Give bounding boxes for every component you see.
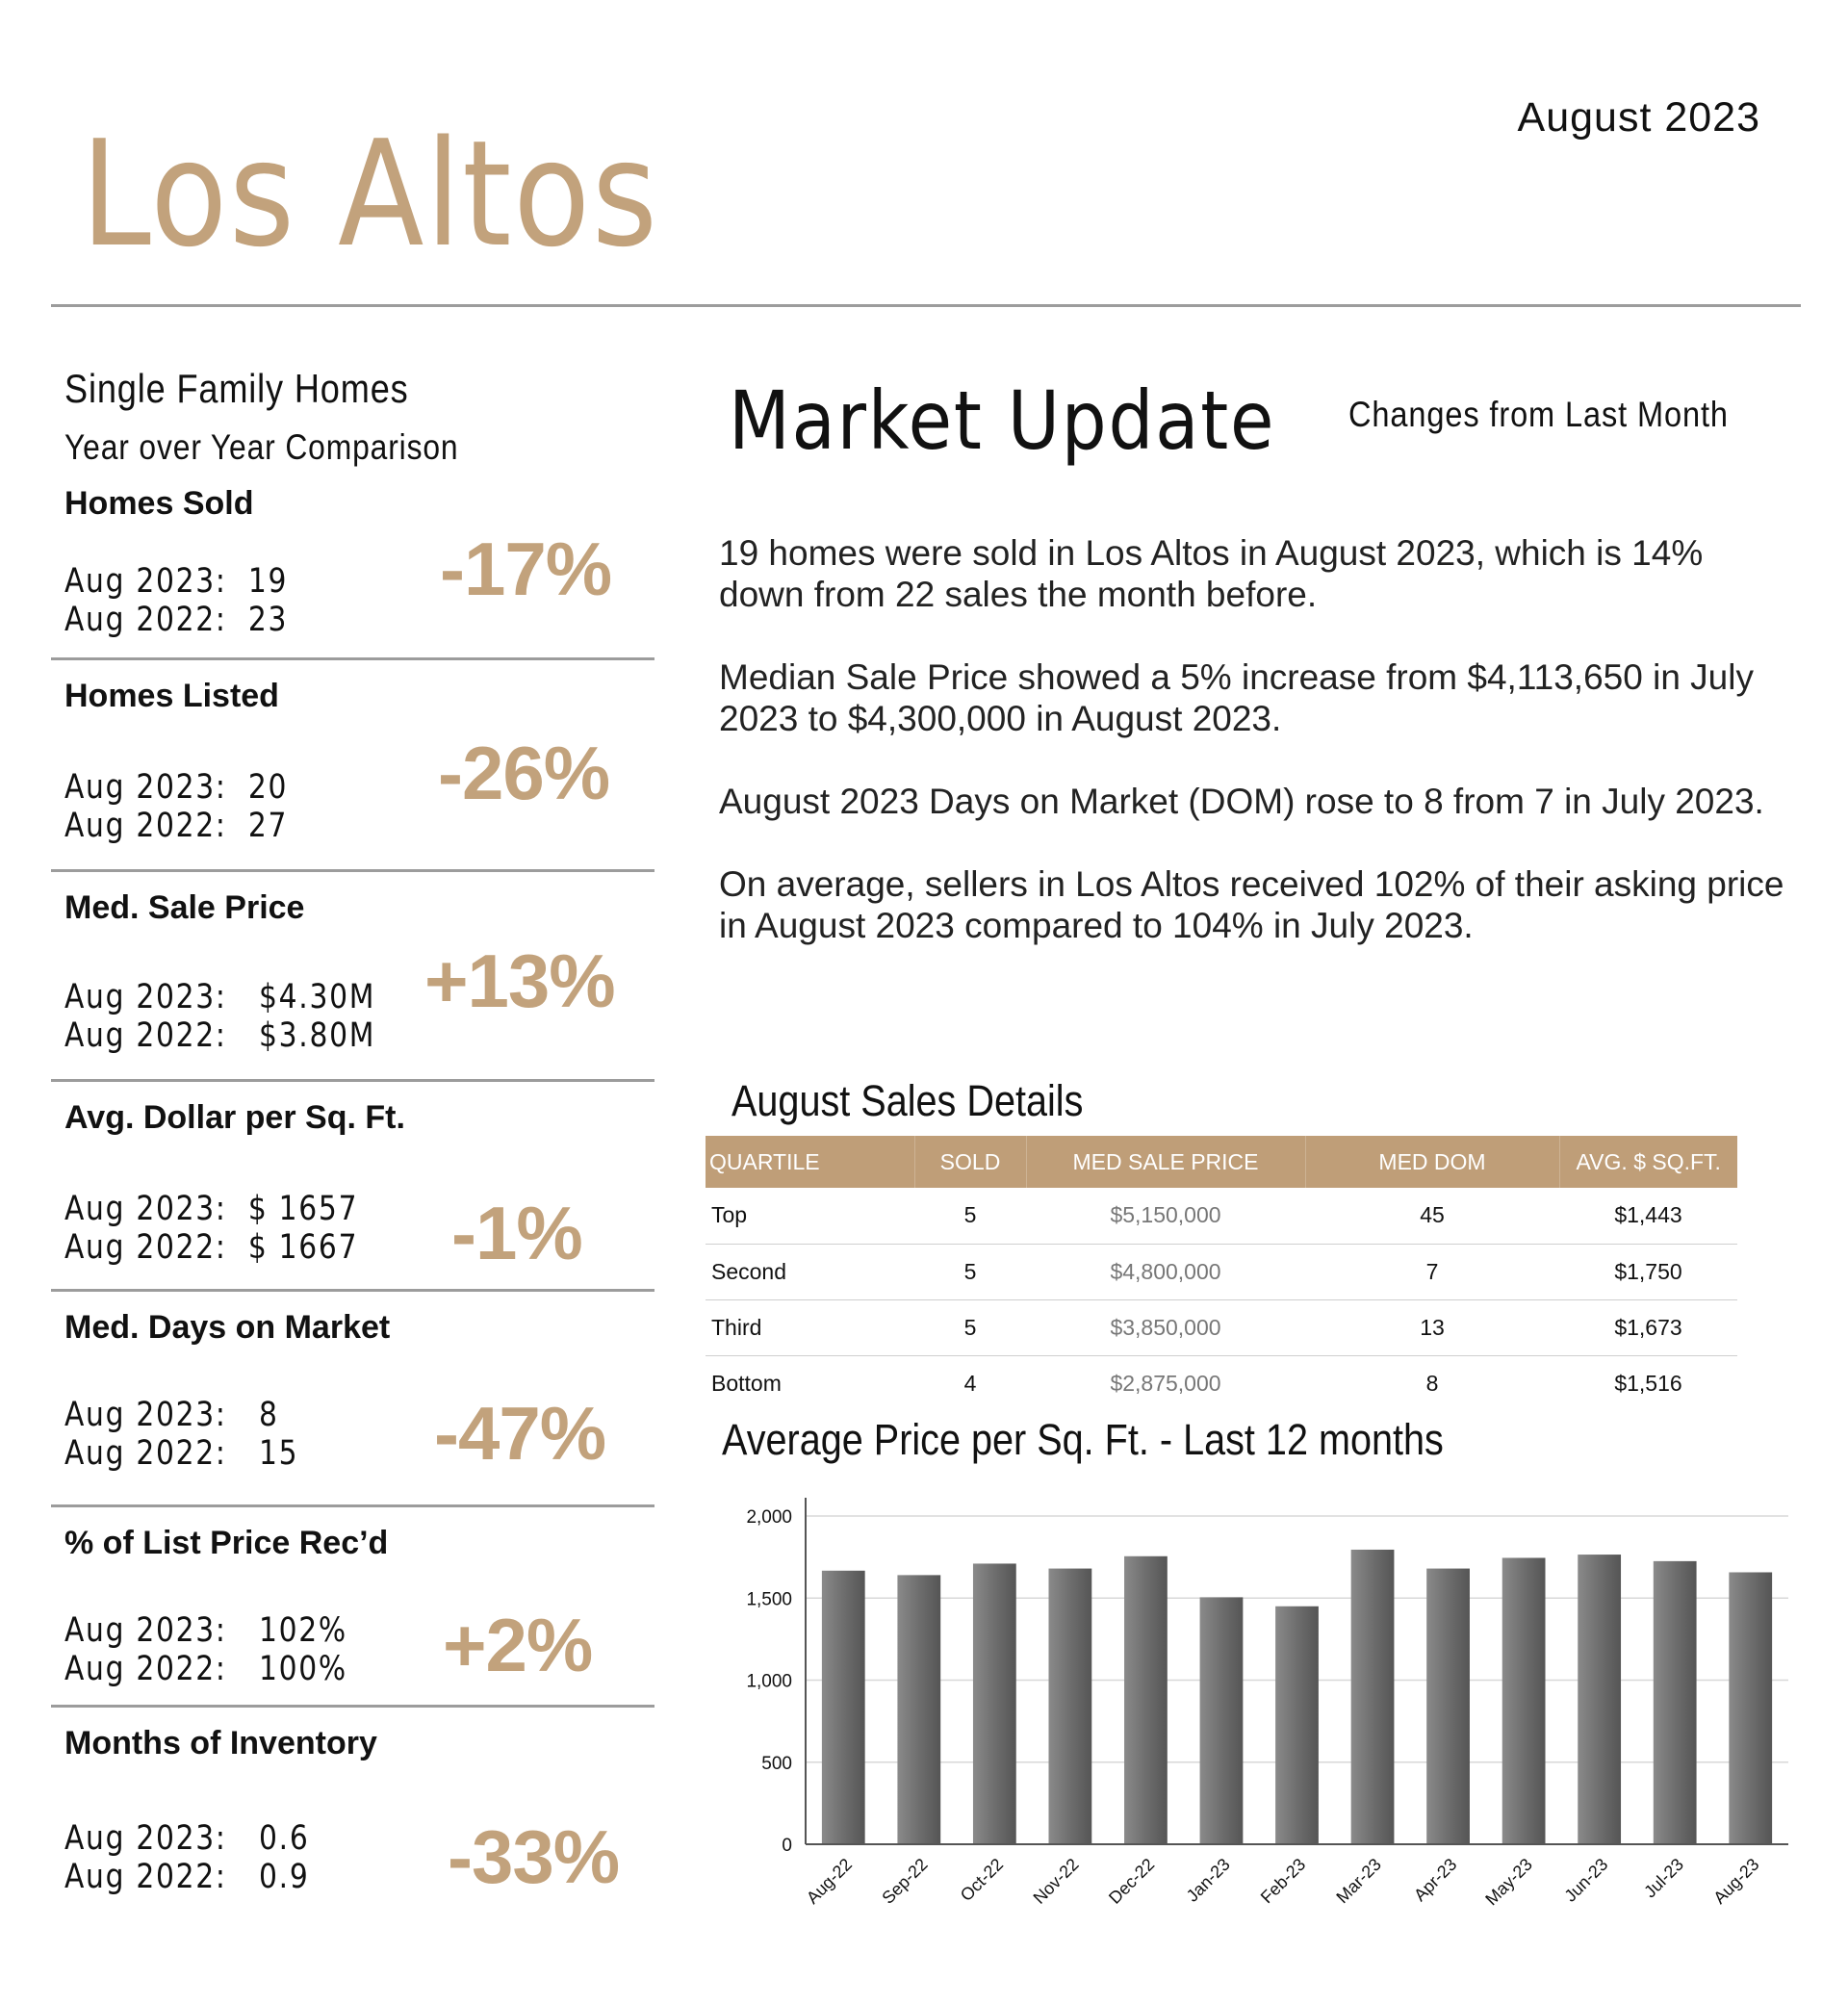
- cell-quartile: Top: [706, 1188, 914, 1244]
- cell-avg-sqft: $1,516: [1614, 1370, 1682, 1396]
- y-tick-label: 1,000: [746, 1671, 792, 1692]
- cell-avg-sqft: $1,673: [1559, 1299, 1737, 1355]
- price-per-sqft-chart: [712, 1482, 1800, 1964]
- metric-med-sale-price: [51, 872, 654, 1082]
- bar-may-23: [1502, 1557, 1546, 1844]
- metric-title: Med. Sale Price: [64, 889, 305, 926]
- metric-previous: Aug 2022: 0.9: [64, 1858, 310, 1896]
- x-tick-label: Mar-23: [1332, 1854, 1385, 1908]
- metric-current: Aug 2023: 19: [64, 562, 289, 601]
- bar-sep-22: [897, 1575, 940, 1844]
- chart-title: Average Price per Sq. Ft. - Last 12 months: [722, 1415, 1444, 1464]
- summary-paragraph: 19 homes were sold in Los Altos in August 2023, which is 14% down from 22 sales the month before.: [719, 533, 1704, 614]
- bar-apr-23: [1426, 1569, 1470, 1844]
- chart-bars: [822, 1550, 1772, 1844]
- metric-days-on-market: [51, 1292, 654, 1507]
- x-tick-label: Jul-23: [1640, 1854, 1688, 1902]
- metric-title: Homes Sold: [64, 485, 254, 522]
- bar-jan-23: [1200, 1597, 1244, 1844]
- cell-med-sale-price: $4,800,000: [1026, 1244, 1305, 1299]
- x-tick-label: Oct-22: [956, 1854, 1008, 1906]
- bar-nov-22: [1049, 1569, 1092, 1844]
- metric-values: [64, 768, 288, 845]
- metric-change: -33%: [448, 1814, 620, 1899]
- bar-feb-23: [1275, 1607, 1319, 1844]
- metric-values: [64, 1611, 347, 1688]
- x-tick-label: Aug-22: [802, 1854, 857, 1908]
- city-title: Los Altos: [81, 109, 659, 279]
- metric-values: [64, 1396, 298, 1473]
- metric-current: Aug 2023: $4.30M: [64, 978, 376, 1016]
- col-header-sold: SOLD: [914, 1136, 1026, 1188]
- cell-quartile: Bottom: [711, 1370, 782, 1396]
- metric-change: -17%: [440, 527, 612, 611]
- metric-current: Aug 2023: 20: [64, 768, 289, 807]
- bar-jul-23: [1654, 1561, 1697, 1844]
- metric-previous: Aug 2022: 100%: [64, 1650, 347, 1688]
- cell-med-sale-price: $2,875,000: [1110, 1370, 1221, 1396]
- x-tick-label: Jun-23: [1560, 1854, 1612, 1906]
- table-row: [706, 1355, 1737, 1411]
- summary-paragraph: On average, sellers in Los Altos received 102% of their asking price in August 2023 compared to 104% in July 2023.: [719, 864, 1784, 945]
- metric-current: Aug 2023: $ 1657: [64, 1190, 359, 1228]
- y-tick-label: 1,500: [746, 1589, 792, 1610]
- metric-values: [64, 1819, 309, 1896]
- metric-previous: Aug 2022: $ 1667: [64, 1228, 359, 1267]
- metric-change: +2%: [443, 1603, 593, 1687]
- x-tick-label: Apr-23: [1410, 1854, 1461, 1906]
- metric-title: Months of Inventory: [64, 1725, 377, 1761]
- cell-quartile: Second: [706, 1244, 914, 1299]
- cell-avg-sqft: $1,443: [1559, 1188, 1737, 1244]
- panel-heading: Single Family Homes: [64, 366, 409, 411]
- metric-values: [64, 978, 375, 1055]
- x-tick-label: Dec-22: [1105, 1854, 1159, 1908]
- y-tick-label: 500: [761, 1753, 792, 1774]
- metric-list-price-received: [51, 1507, 654, 1708]
- cell-sold: 4: [963, 1370, 977, 1396]
- cell-med-dom: 13: [1305, 1299, 1559, 1355]
- cell-med-sale-price: $3,850,000: [1026, 1299, 1305, 1355]
- metric-homes-sold: [51, 468, 654, 660]
- bar-aug-23: [1729, 1572, 1772, 1844]
- table-row: [706, 1244, 1737, 1299]
- summary-paragraph: August 2023 Days on Market (DOM) rose to 8 from 7 in July 2023.: [719, 782, 1764, 821]
- col-header-med-dom: MED DOM: [1305, 1136, 1559, 1188]
- metric-values: [64, 562, 288, 639]
- metric-change: -47%: [434, 1391, 606, 1476]
- x-tick-label: Sep-22: [878, 1854, 932, 1908]
- summary-paragraph: Median Sale Price showed a 5% increase from $4,113,650 in July 2023 to $4,300,000 in August 2023.: [719, 657, 1754, 738]
- metric-current: Aug 2023: 0.6: [64, 1819, 310, 1858]
- x-tick-label: Jan-23: [1182, 1854, 1234, 1906]
- cell-sold: 5: [914, 1244, 1026, 1299]
- metric-previous: Aug 2022: 27: [64, 807, 289, 845]
- cell-sold: 5: [914, 1299, 1026, 1355]
- y-tick-label: 0: [782, 1836, 792, 1856]
- yoy-panel: [51, 366, 654, 1919]
- y-tick-label: 2,000: [746, 1507, 792, 1528]
- metric-previous: Aug 2022: $3.80M: [64, 1016, 376, 1055]
- table-header-row: [706, 1136, 1737, 1188]
- metric-current: Aug 2023: 102%: [64, 1611, 347, 1650]
- metric-change: -26%: [438, 731, 610, 815]
- cell-med-sale-price: $5,150,000: [1026, 1188, 1305, 1244]
- x-tick-label: Nov-22: [1029, 1854, 1083, 1908]
- panel-subheading: Year over Year Comparison: [64, 427, 459, 467]
- market-update-title: Market Update: [729, 373, 1276, 468]
- cell-med-dom: 8: [1425, 1370, 1439, 1396]
- metric-title: Homes Listed: [64, 678, 279, 714]
- col-header-med-sale-price: MED SALE PRICE: [1026, 1136, 1305, 1188]
- y-axis-tick-labels: [746, 1507, 792, 1856]
- table-row: [706, 1299, 1737, 1355]
- report-date: August 2023: [1517, 94, 1760, 141]
- x-tick-label: May-23: [1481, 1854, 1536, 1910]
- bar-aug-22: [822, 1571, 865, 1844]
- cell-quartile: Third: [706, 1299, 914, 1355]
- col-header-quartile: QUARTILE: [706, 1136, 914, 1188]
- metric-avg-dollar-sqft: [51, 1082, 654, 1292]
- cell-med-dom: 45: [1305, 1188, 1559, 1244]
- x-tick-label: Feb-23: [1256, 1854, 1310, 1908]
- cell-sold: 5: [914, 1188, 1026, 1244]
- cell-med-dom: 7: [1305, 1244, 1559, 1299]
- bar-mar-23: [1351, 1550, 1395, 1844]
- bar-oct-22: [973, 1563, 1016, 1844]
- x-axis-tick-labels: [803, 1855, 1763, 1910]
- metric-current: Aug 2023: 8: [64, 1396, 279, 1434]
- metric-previous: Aug 2022: 15: [64, 1434, 299, 1473]
- market-summary: [719, 532, 1787, 988]
- col-header-avg-sqft: AVG. $ SQ.FT.: [1559, 1136, 1737, 1188]
- cell-avg-sqft: $1,750: [1559, 1244, 1737, 1299]
- sales-details-table: [706, 1136, 1737, 1411]
- metric-homes-listed: [51, 660, 654, 872]
- metric-previous: Aug 2022: 23: [64, 601, 289, 639]
- bar-jun-23: [1578, 1555, 1621, 1844]
- sales-details-title: August Sales Details: [732, 1076, 1084, 1125]
- changes-label: Changes from Last Month: [1348, 395, 1729, 434]
- metric-title: % of List Price Rec’d: [64, 1525, 389, 1561]
- metric-title: Avg. Dollar per Sq. Ft.: [64, 1099, 405, 1136]
- metric-change: -1%: [451, 1191, 582, 1275]
- bar-dec-22: [1124, 1556, 1168, 1844]
- metric-change: +13%: [424, 938, 615, 1023]
- metric-months-inventory: [51, 1708, 654, 1919]
- table-row: [706, 1188, 1737, 1244]
- metric-title: Med. Days on Market: [64, 1309, 391, 1346]
- header-divider: [51, 304, 1801, 307]
- metric-values: [64, 1190, 358, 1267]
- x-tick-label: Aug-23: [1709, 1854, 1763, 1908]
